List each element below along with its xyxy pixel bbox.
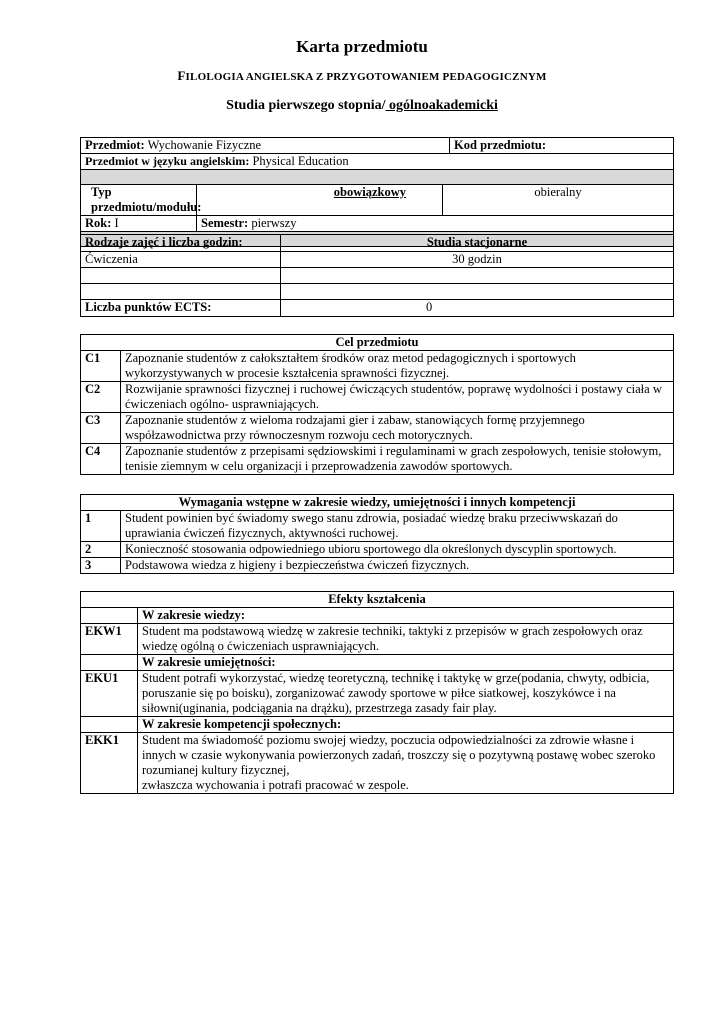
prerequisite-number: 1 [81,511,121,542]
outcomes-header: Efekty kształcenia [81,592,674,608]
prerequisites-header: Wymagania wstępne w zakresie wiedzy, umiejętności i innych kompetencji [81,495,674,511]
subject-cell [81,138,450,154]
year-cell [81,216,197,232]
english-name-value: Physical Education [249,154,349,168]
ects-value: 0 [281,300,674,317]
study-prefix: Studia pierwszego stopnia/ [226,98,386,113]
goal-text: Zapoznanie studentów z przepisami sędziowskimi i regulaminami w grach zespołowych, tenisie stołowym, tenisie ziemnym w celu organizacji i przeprowadzenia zawodów sportowych. [121,444,674,475]
prerequisite-number: 2 [81,542,121,558]
study-profile: ogólnoakademicki [385,98,498,113]
outcome-text: Student ma świadomość poziomu swojej wiedzy, poczucia odpowiedzialności za zdrowie własne i innych w czasie wykonywania powierzonych zadań, troszczy się o pozytywną postawę wobec szeroko rozumianej kultury fizycznej, [142,733,656,777]
study-level [0,98,724,114]
goal-code: C3 [81,413,121,444]
classes-table [80,234,674,317]
learning-outcomes-table [80,591,674,794]
goal-code: C2 [81,382,121,413]
prerequisite-text: Konieczność stosowania odpowiedniego ubioru sportowego dla określonych dyscyplin sportowych. [121,542,674,558]
empty-cell [281,268,674,284]
outcome-text: Student potrafi wykorzystać, wiedzę teoretyczną, technikę i taktykę w grze(podania, chwyty, odbicia, poruszanie się po boisku), zorganizować zawody sportowe w piłce siatkowej, koszykówce i na siłowni(uginania, podciągania na drążku), przestrzega zasady fair play. [138,671,674,717]
course-code-label: Kod przedmiotu: [450,138,674,154]
semester-cell [197,216,674,232]
goal-text: Zapoznanie studentów z wieloma rodzajami gier i zabaw, stanowiących formę przyjemnego współzawodnictwa przy równoczesnym rozwoju cech motorycznych. [121,413,674,444]
ects-label: Liczba punktów ECTS: [81,300,281,317]
subject-value: Wychowanie Fizyczne [144,138,262,152]
subtitle-rest: ILOLOGIA ANGIELSKA Z PRZYGOTOWANIEM PEDAGOGICZNYM [185,71,547,83]
goal-code: C4 [81,444,121,475]
prerequisites-table [80,494,674,574]
english-name-cell [81,154,674,170]
outcome-code: EKU1 [81,671,138,717]
outcome-text-cell [138,733,674,794]
goal-text: Rozwijanie sprawności fizycznej i ruchowej ćwiczących studentów, poprawę wydolności i postawy ciała w ćwiczeniach ogólno- usprawniających. [121,382,674,413]
skills-header: W zakresie umiejętności: [138,655,674,671]
knowledge-header: W zakresie wiedzy: [138,608,674,624]
goal-row [81,444,674,475]
subject-info-table [80,137,674,247]
prerequisite-text: Podstawowa wiedza z higieny i bezpieczeństwa ćwiczeń fizycznych. [121,558,674,574]
class-hours-cell: 30 godzin [281,252,674,268]
year-value: I [111,216,119,230]
subject-label: Przedmiot: [85,138,145,152]
outcome-text-continued: zwłaszcza wychowania i potrafi pracować w zespole. [142,778,409,792]
goal-row [81,413,674,444]
type-label: Typ przedmiotu/modułu: [81,185,197,216]
prerequisite-row [81,511,674,542]
goal-row [81,382,674,413]
outcome-code: EKK1 [81,733,138,794]
semester-value: pierwszy [248,216,297,230]
outcome-row [81,671,674,717]
year-label: Rok: [85,216,112,230]
empty-cell [81,608,138,624]
prerequisite-row [81,558,674,574]
english-name-label: Przedmiot w języku angielskim: [85,154,250,168]
grey-separator [81,170,674,185]
outcome-row [81,733,674,794]
goal-text: Zapoznanie studentów z całokształtem środków oraz metod pedagogicznych i sportowych wykorzystywanych w procesie kształcenia sprawności fizycznej. [121,351,674,382]
empty-cell [81,655,138,671]
prerequisite-text: Student powinien być świadomy swego stanu zdrowia, posiadać wiedzę braku przeciwwskazań do uprawiania ćwiczeń fizycznych, aktywności ruchowej. [121,511,674,542]
empty-cell [81,717,138,733]
prerequisite-row [81,542,674,558]
empty-cell [81,284,281,300]
faculty-subtitle [0,68,724,84]
course-goals-table [80,334,674,475]
type-alternative: obieralny [443,185,674,216]
outcome-text: Student ma podstawową wiedzę w zakresie techniki, taktyki z przepisów w grach zespołowych oraz wiedzę ogólną o ćwiczeniach usprawniających. [138,624,674,655]
classes-header-right: Studia stacjonarne [281,235,674,252]
empty-cell [81,268,281,284]
subtitle-initial: F [177,68,186,83]
classes-header-left: Rodzaje zajęć i liczba godzin: [81,235,281,252]
empty-cell [281,284,674,300]
goals-header: Cel przedmiotu [81,335,674,351]
outcome-code: EKW1 [81,624,138,655]
page-title: Karta przedmiotu [296,37,428,56]
prerequisite-number: 3 [81,558,121,574]
class-type-cell: Ćwiczenia [81,252,281,268]
semester-label: Semestr: [201,216,249,230]
social-competence-header: W zakresie kompetencji społecznych: [138,717,674,733]
outcome-row [81,624,674,655]
goal-code: C1 [81,351,121,382]
type-value: obowiązkowy [197,185,443,216]
goal-row [81,351,674,382]
